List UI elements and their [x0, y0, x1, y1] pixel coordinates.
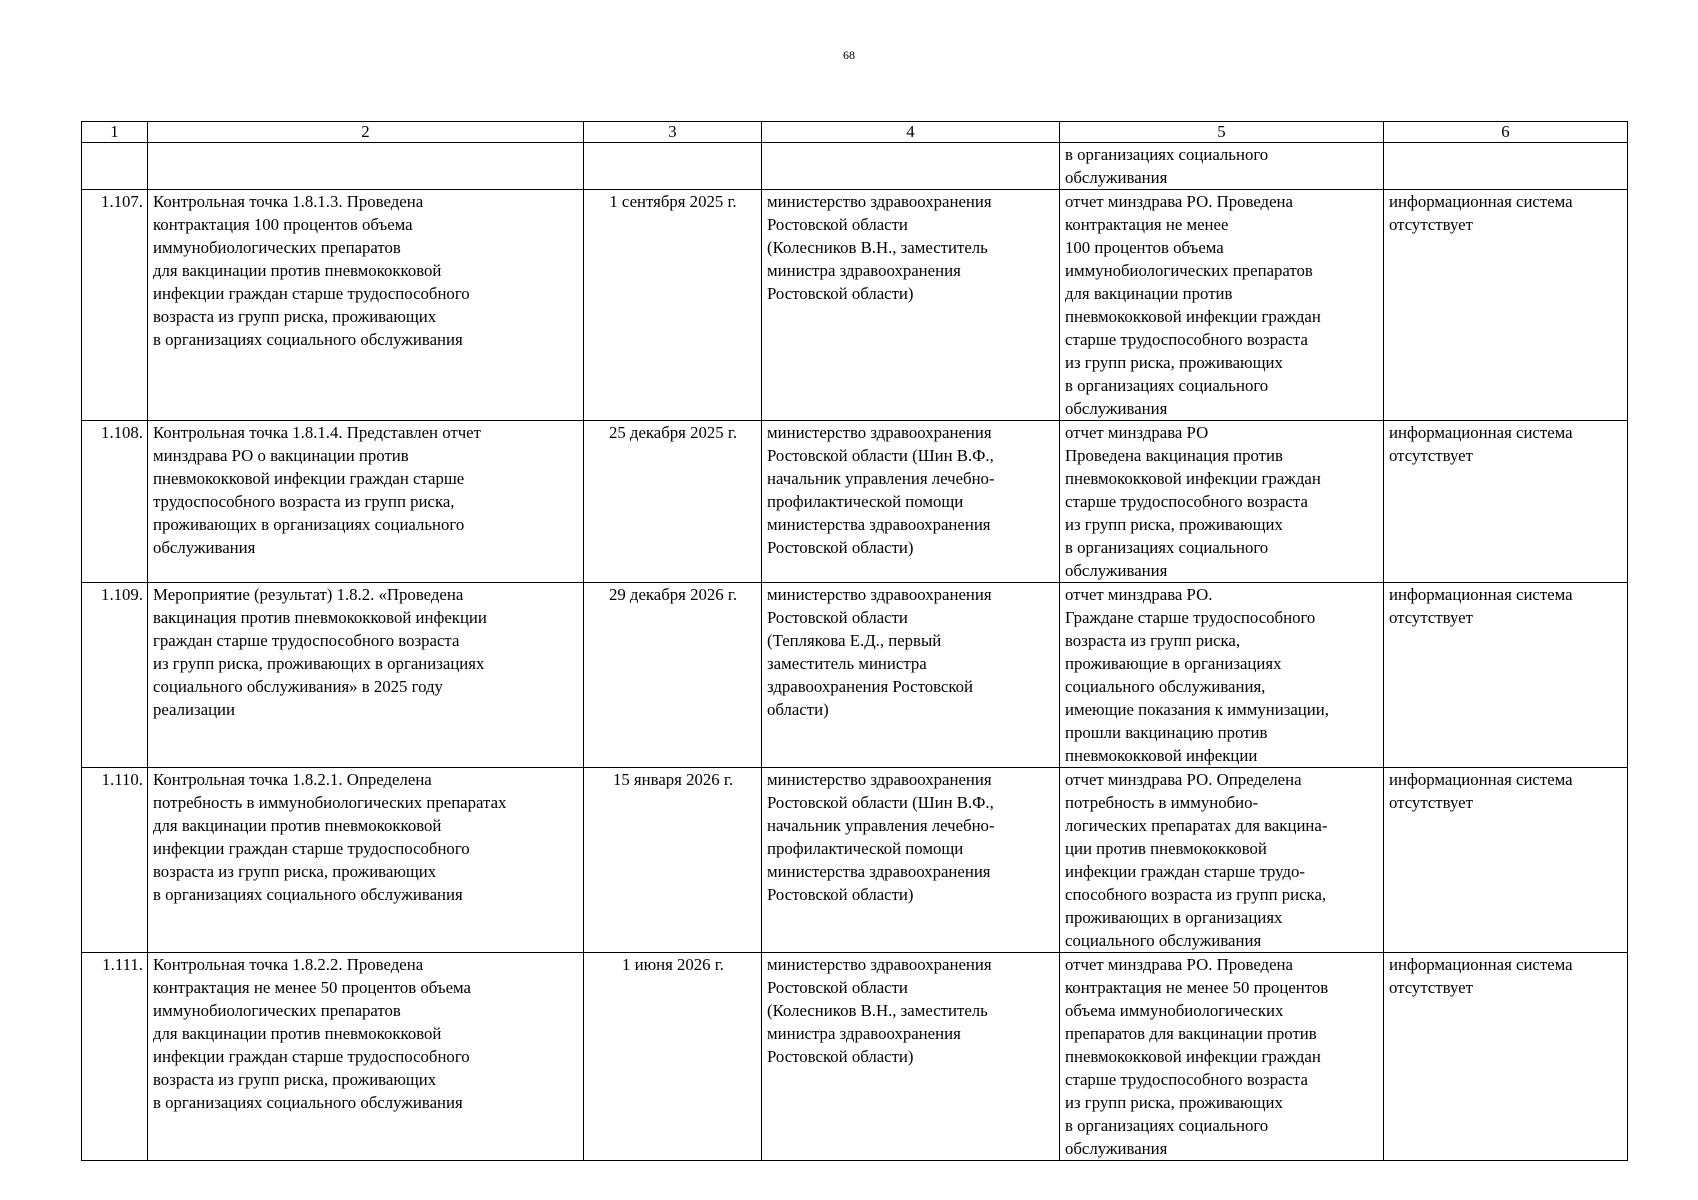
measure-name-cell: Мероприятие (результат) 1.8.2. «Проведена вакцинация против пневмококковой инфекции граждан старше трудоспособного возраста из групп риска, проживающих в организациях социального обслуживания» в 2025 году реализации [148, 583, 584, 768]
result-cell: отчет минздрава РО Проведена вакцинация против пневмококковой инфекции граждан старше трудоспособного возраста из групп риска, проживающих в организациях социального обслуживания [1060, 421, 1384, 583]
row-number-cell: 1.107. [82, 190, 148, 421]
row-number-cell: 1.109. [82, 583, 148, 768]
result-cell: отчет минздрава РО. Определена потребность в иммунобио- логических препаратах для вакцина- ции против пневмококковой инфекции граждан старше трудо- способного возраста из групп риска, проживающих в организациях социального обслуживания [1060, 768, 1384, 953]
table-row [82, 190, 1628, 421]
information-system-cell: информационная система отсутствует [1384, 953, 1628, 1161]
information-system-cell: информационная система отсутствует [1384, 190, 1628, 421]
column-header-4: 4 [762, 122, 1060, 143]
table-row [82, 583, 1628, 768]
column-header-5: 5 [1060, 122, 1384, 143]
plan-table [81, 121, 1628, 1161]
information-system-cell [1384, 143, 1628, 190]
information-system-cell: информационная система отсутствует [1384, 768, 1628, 953]
measure-name-cell: Контрольная точка 1.8.1.4. Представлен отчет минздрава РО о вакцинации против пневмококковой инфекции граждан старше трудоспособного возраста из групп риска, проживающих в организациях социального обслуживания [148, 421, 584, 583]
column-header-3: 3 [584, 122, 762, 143]
information-system-cell: информационная система отсутствует [1384, 421, 1628, 583]
table-row [82, 421, 1628, 583]
measure-name-cell [148, 143, 584, 190]
responsible-cell: министерство здравоохранения Ростовской области (Шин В.Ф., начальник управления лечебно- профилактической помощи министерства здравоохранения Ростовской области) [762, 421, 1060, 583]
deadline-cell: 1 июня 2026 г. [584, 953, 762, 1161]
deadline-cell: 29 декабря 2026 г. [584, 583, 762, 768]
responsible-cell: министерство здравоохранения Ростовской области (Теплякова Е.Д., первый заместитель министра здравоохранения Ростовской области) [762, 583, 1060, 768]
deadline-cell [584, 143, 762, 190]
row-number-cell: 1.108. [82, 421, 148, 583]
row-number-cell: 1.110. [82, 768, 148, 953]
table-row [82, 953, 1628, 1161]
deadline-cell: 15 января 2026 г. [584, 768, 762, 953]
deadline-cell: 25 декабря 2025 г. [584, 421, 762, 583]
column-header-2: 2 [148, 122, 584, 143]
row-number-cell: 1.111. [82, 953, 148, 1161]
result-cell: отчет минздрава РО. Проведена контрактация не менее 50 процентов объема иммунобиологических препаратов для вакцинации против пневмококковой инфекции граждан старше трудоспособного возраста из групп риска, проживающих в организациях социального обслуживания [1060, 953, 1384, 1161]
result-cell: отчет минздрава РО. Граждане старше трудоспособного возраста из групп риска, проживающие в организациях социального обслуживания, имеющие показания к иммунизации, прошли вакцинацию против пневмококковой инфекции [1060, 583, 1384, 768]
result-cell: в организациях социального обслуживания [1060, 143, 1384, 190]
row-number-cell [82, 143, 148, 190]
header-row [82, 122, 1628, 143]
deadline-cell: 1 сентября 2025 г. [584, 190, 762, 421]
table-row [82, 768, 1628, 953]
result-cell: отчет минздрава РО. Проведена контрактация не менее 100 процентов объема иммунобиологических препаратов для вакцинации против пневмококковой инфекции граждан старше трудоспособного возраста из групп риска, проживающих в организациях социального обслуживания [1060, 190, 1384, 421]
column-header-1: 1 [82, 122, 148, 143]
information-system-cell: информационная система отсутствует [1384, 583, 1628, 768]
responsible-cell: министерство здравоохранения Ростовской области (Колесников В.Н., заместитель министра здравоохранения Ростовской области) [762, 953, 1060, 1161]
responsible-cell: министерство здравоохранения Ростовской области (Колесников В.Н., заместитель министра здравоохранения Ростовской области) [762, 190, 1060, 421]
page-number: 68 [843, 48, 855, 62]
continuation-row [82, 143, 1628, 190]
measure-name-cell: Контрольная точка 1.8.2.1. Определена потребность в иммунобиологических препаратах для вакцинации против пневмококковой инфекции граждан старше трудоспособного возраста из групп риска, проживающих в организациях социального обслуживания [148, 768, 584, 953]
measure-name-cell: Контрольная точка 1.8.1.3. Проведена контрактация 100 процентов объема иммунобиологических препаратов для вакцинации против пневмококковой инфекции граждан старше трудоспособного возраста из групп риска, проживающих в организациях социального обслуживания [148, 190, 584, 421]
responsible-cell [762, 143, 1060, 190]
responsible-cell: министерство здравоохранения Ростовской области (Шин В.Ф., начальник управления лечебно- профилактической помощи министерства здравоохранения Ростовской области) [762, 768, 1060, 953]
measure-name-cell: Контрольная точка 1.8.2.2. Проведена контрактация не менее 50 процентов объема иммунобиологических препаратов для вакцинации против пневмококковой инфекции граждан старше трудоспособного возраста из групп риска, проживающих в организациях социального обслуживания [148, 953, 584, 1161]
column-header-6: 6 [1384, 122, 1628, 143]
